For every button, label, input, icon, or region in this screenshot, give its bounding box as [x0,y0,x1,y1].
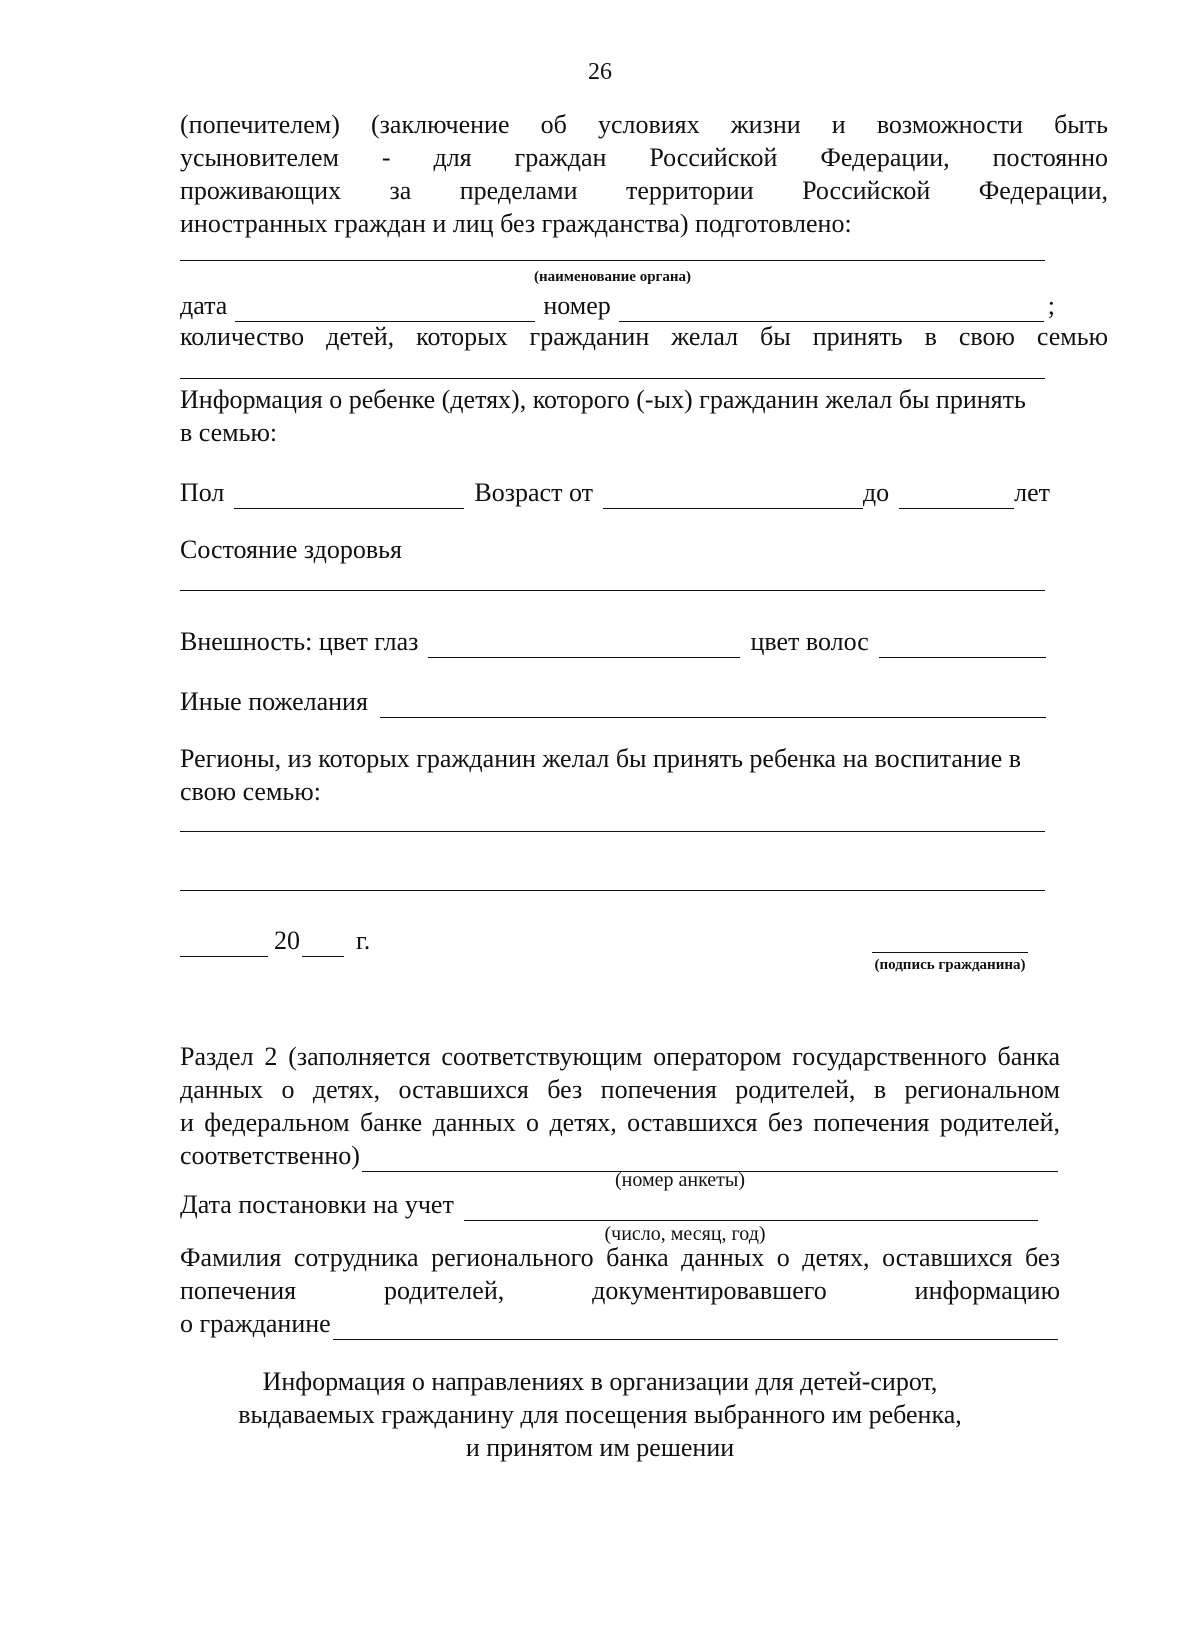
employee-line: попечения родителей, документировавшего информацию [180,1276,1060,1305]
referrals-heading-line: и принятом им решении [465,1433,735,1462]
intro-line: иностранных граждан и лиц без гражданства) подготовлено: [180,209,852,238]
year-suffix: г. [356,926,371,955]
employee-line: Фамилия сотрудника регионального банка данных о детях, оставшихся без [180,1243,1060,1272]
registration-date-field[interactable] [464,1194,1038,1221]
hair-color-label: цвет волос [750,627,869,656]
registration-row [180,1187,1038,1221]
section2-paragraph [180,1040,1060,1172]
age-to-field[interactable] [899,482,1014,509]
health-field[interactable] [180,562,1045,591]
sex-label: Пол [180,478,225,507]
child-info-line: Информация о ребенке (детях), которого (-ых) гражданин желал бы принять [180,385,1026,414]
other-wishes-label: Иные пожелания [180,687,368,716]
employee-paragraph [180,1241,1060,1340]
organ-caption: (наименование органа) [533,269,691,285]
semicolon: ; [1047,291,1055,320]
signature-field[interactable] [872,924,1028,953]
page-number: 26 [588,59,612,85]
intro-line: проживающих за пределами территории Российской Федерации, [180,176,1108,205]
age-from-label: Возраст от [474,478,593,507]
questionnaire-caption: (номер анкеты) [614,1169,746,1191]
sex-field[interactable] [234,482,464,509]
age-to-label: до [862,478,890,507]
signature-caption: (подпись гражданина) [874,957,1026,973]
hair-color-field[interactable] [879,631,1046,658]
regions-line: свою семью: [180,777,321,806]
intro-paragraph [180,108,1108,240]
appearance-row [180,624,1046,658]
signing-year-field[interactable] [302,930,344,957]
child-info-line: в семью: [180,418,278,447]
signing-day-field[interactable] [180,930,268,957]
regions-line: Регионы, из которых гражданин желал бы принять ребенка на воспитание в [180,744,1022,773]
section2-line: данных о детях, оставшихся без попечения родителей, в региональном [180,1075,1060,1104]
intro-line: усыновителем - для граждан Российской Федерации, постоянно [180,143,1108,172]
children-count-label: количество детей, которых гражданин желал бы принять в свою семью [180,322,1108,351]
regions-paragraph [180,742,1060,808]
eye-color-label: Внешность: цвет глаз [180,627,419,656]
year-prefix: 20 [274,926,300,955]
years-label: лет [1014,478,1051,507]
other-wishes-row [180,684,1046,718]
sex-age-row [180,475,1050,509]
referrals-heading-line: Информация о направлениях в организации для детей-сирот, [262,1367,938,1396]
regions-field-1[interactable] [180,803,1045,832]
eye-color-field[interactable] [428,631,740,658]
section2-line: и федеральном банке данных о детях, оставшихся без попечения родителей, [180,1108,1060,1137]
employee-name-field[interactable] [333,1313,1058,1340]
registration-label: Дата постановки на учет [180,1190,454,1219]
date-field[interactable] [235,295,535,322]
employee-row [180,1307,1058,1340]
number-field[interactable] [619,295,1044,322]
age-from-field[interactable] [603,482,863,509]
registration-caption: (число, месяц, год) [604,1223,766,1245]
referrals-heading-line: выдаваемых гражданину для посещения выбранного им ребенка, [238,1400,962,1429]
children-count-field[interactable] [180,350,1045,379]
signing-date-row [180,923,440,957]
number-label: номер [543,291,611,320]
other-wishes-field[interactable] [380,691,1046,718]
health-label: Состояние здоровья [180,535,403,564]
intro-line: (попечителем) (заключение об условиях жизни и возможности быть [180,110,1108,139]
employee-line: о гражданине [180,1309,331,1338]
organ-name-field[interactable] [180,232,1045,261]
date-label: дата [180,291,228,320]
section2-line: соответственно) [180,1141,360,1170]
section2-line: Раздел 2 (заполняется соответствующим оператором государственного банка [180,1042,1060,1071]
regions-field-2[interactable] [180,862,1045,891]
date-number-row [180,288,1055,322]
referrals-heading [140,1365,1060,1464]
child-info-paragraph [180,383,1060,449]
